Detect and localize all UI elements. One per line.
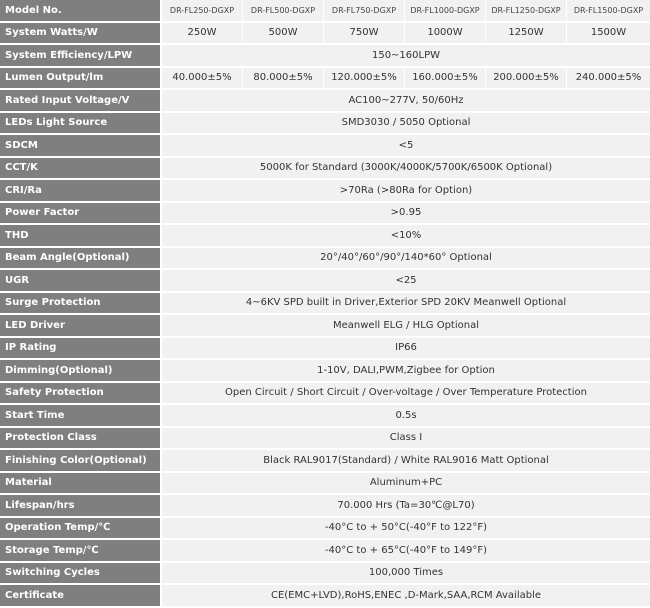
spec-label: Rated Input Voltage/V xyxy=(0,90,162,113)
watts-value: 250W xyxy=(162,23,243,46)
model-name: DR-FL1250-DGXP xyxy=(486,0,567,23)
watts-value: 1000W xyxy=(405,23,486,46)
spec-value: Black RAL9017(Standard) / White RAL9016 Matt Optional xyxy=(162,450,650,473)
storage-temp-row xyxy=(0,540,650,563)
watts-value: 500W xyxy=(243,23,324,46)
spec-value: 1-10V, DALI,PWM,Zigbee for Option xyxy=(162,360,650,383)
lumen-label: Lumen Output/lm xyxy=(0,68,162,91)
model-name: DR-FL1000-DGXP xyxy=(405,0,486,23)
certificate-row xyxy=(0,585,650,608)
spec-label: Dimming(Optional) xyxy=(0,360,162,383)
surge-row xyxy=(0,293,650,316)
thd-row xyxy=(0,225,650,248)
spec-value: 4~6KV SPD built in Driver,Exterior SPD 20KV Meanwell Optional xyxy=(162,293,650,316)
power-factor-row xyxy=(0,203,650,226)
light-source-row xyxy=(0,113,650,136)
material-row xyxy=(0,473,650,496)
watts-row xyxy=(0,23,650,46)
model-name: DR-FL500-DGXP xyxy=(243,0,324,23)
spec-value: <10% xyxy=(162,225,650,248)
spec-value: >0.95 xyxy=(162,203,650,226)
lumen-row xyxy=(0,68,650,91)
watts-value: 750W xyxy=(324,23,405,46)
spec-label: UGR xyxy=(0,270,162,293)
spec-value: 70.000 Hrs (Ta=30℃@L70) xyxy=(162,495,650,518)
beam-angle-row xyxy=(0,248,650,271)
lumen-value: 80.000±5% xyxy=(243,68,324,91)
spec-label: Surge Protection xyxy=(0,293,162,316)
lumen-value: 120.000±5% xyxy=(324,68,405,91)
spec-label: Safety Protection xyxy=(0,383,162,406)
watts-value: 1500W xyxy=(567,23,650,46)
spec-value: 20°/40°/60°/90°/140*60° Optional xyxy=(162,248,650,271)
spec-value: <25 xyxy=(162,270,650,293)
lumen-value: 240.000±5% xyxy=(567,68,650,91)
spec-value: 100,000 Times xyxy=(162,563,650,586)
lifespan-row xyxy=(0,495,650,518)
driver-row xyxy=(0,315,650,338)
finishing-color-row xyxy=(0,450,650,473)
spec-label: Switching Cycles xyxy=(0,563,162,586)
efficiency-label: System Efficiency/LPW xyxy=(0,45,162,68)
spec-value: AC100~277V, 50/60Hz xyxy=(162,90,650,113)
spec-label: Certificate xyxy=(0,585,162,608)
spec-value: 5000K for Standard (3000K/4000K/5700K/6500K Optional) xyxy=(162,158,650,181)
spec-value: -40°C to + 50°C(-40°F to 122°F) xyxy=(162,518,650,541)
efficiency-value: 150~160LPW xyxy=(162,45,650,68)
spec-label: Material xyxy=(0,473,162,496)
spec-label: CCT/K xyxy=(0,158,162,181)
operation-temp-row xyxy=(0,518,650,541)
spec-value: Open Circuit / Short Circuit / Over-voltage / Over Temperature Protection xyxy=(162,383,650,406)
spec-value: CE(EMC+LVD),RoHS,ENEC ,D-Mark,SAA,RCM Available xyxy=(162,585,650,608)
spec-value: -40°C to + 65°C(-40°F to 149°F) xyxy=(162,540,650,563)
spec-value: IP66 xyxy=(162,338,650,361)
sdcm-row xyxy=(0,135,650,158)
lumen-value: 40.000±5% xyxy=(162,68,243,91)
dimming-row xyxy=(0,360,650,383)
spec-label: CRI/Ra xyxy=(0,180,162,203)
watts-label: System Watts/W xyxy=(0,23,162,46)
model-label: Model No. xyxy=(0,0,162,23)
spec-label: Lifespan/hrs xyxy=(0,495,162,518)
spec-label: Start Time xyxy=(0,405,162,428)
model-name: DR-FL250-DGXP xyxy=(162,0,243,23)
spec-label: Storage Temp/℃ xyxy=(0,540,162,563)
lumen-value: 200.000±5% xyxy=(486,68,567,91)
spec-value: <5 xyxy=(162,135,650,158)
start-time-row xyxy=(0,405,650,428)
spec-value: SMD3030 / 5050 Optional xyxy=(162,113,650,136)
spec-label: Finishing Color(Optional) xyxy=(0,450,162,473)
spec-label: SDCM xyxy=(0,135,162,158)
spec-value: 0.5s xyxy=(162,405,650,428)
model-name: DR-FL1500-DGXP xyxy=(567,0,650,23)
spec-label: THD xyxy=(0,225,162,248)
lumen-value: 160.000±5% xyxy=(405,68,486,91)
protection-class-row xyxy=(0,428,650,451)
model-name: DR-FL750-DGXP xyxy=(324,0,405,23)
spec-label: LED Driver xyxy=(0,315,162,338)
ugr-row xyxy=(0,270,650,293)
cri-row xyxy=(0,180,650,203)
spec-label: Operation Temp/℃ xyxy=(0,518,162,541)
spec-label: IP Rating xyxy=(0,338,162,361)
cct-row xyxy=(0,158,650,181)
efficiency-row xyxy=(0,45,650,68)
spec-value: Meanwell ELG / HLG Optional xyxy=(162,315,650,338)
spec-label: LEDs Light Source xyxy=(0,113,162,136)
spec-value: Class Ⅰ xyxy=(162,428,650,451)
spec-value: >70Ra (>80Ra for Option) xyxy=(162,180,650,203)
voltage-row xyxy=(0,90,650,113)
spec-value: Aluminum+PC xyxy=(162,473,650,496)
watts-value: 1250W xyxy=(486,23,567,46)
spec-label: Power Factor xyxy=(0,203,162,226)
model-row xyxy=(0,0,650,23)
spec-label: Protection Class xyxy=(0,428,162,451)
switching-cycles-row xyxy=(0,563,650,586)
safety-row xyxy=(0,383,650,406)
spec-label: Beam Angle(Optional) xyxy=(0,248,162,271)
ip-row xyxy=(0,338,650,361)
